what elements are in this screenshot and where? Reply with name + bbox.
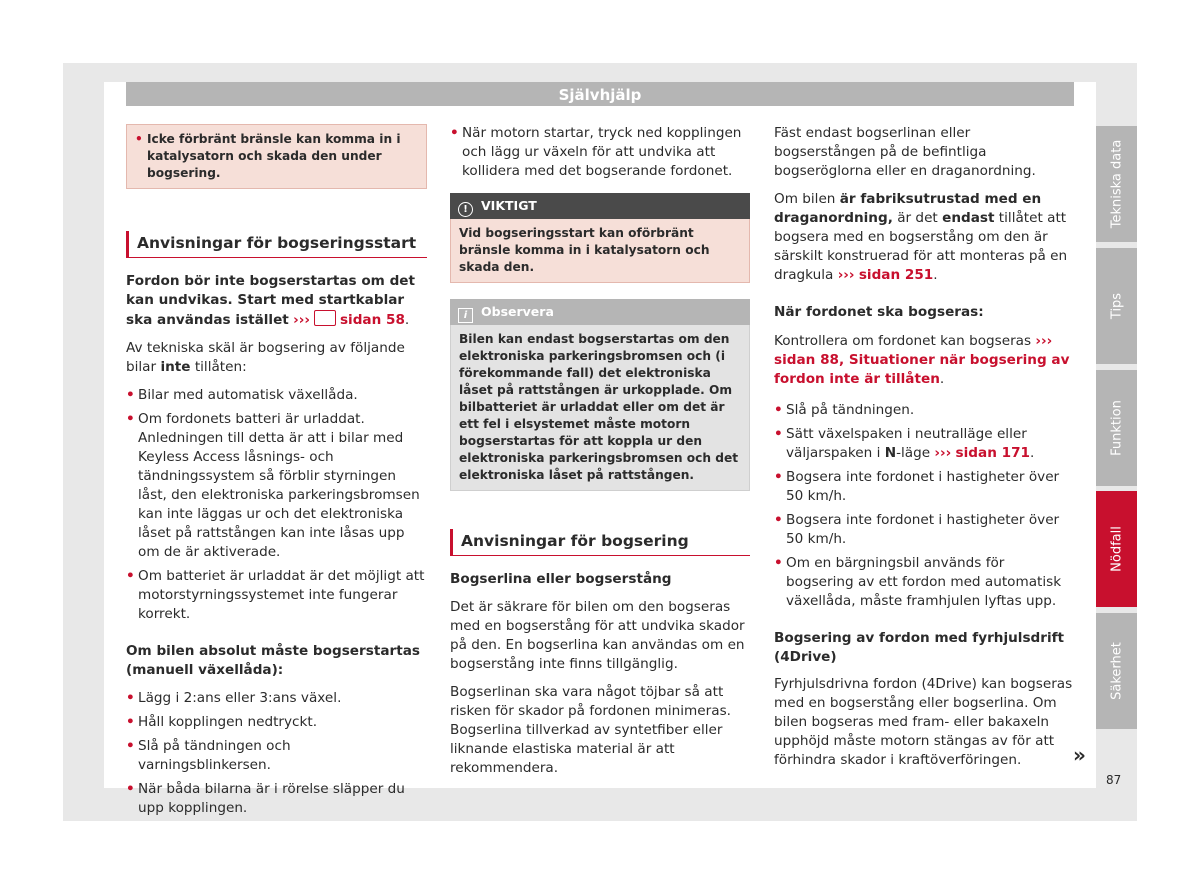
section-title-tow-start: Anvisningar för bogseringsstart [126,231,427,258]
list-item-text: -läge [896,445,935,461]
intro-paragraph: Fordon bör inte bogserstartas om det kan undvikas. Start med startkablar ska användas istället ››› sidan 58. [126,273,416,328]
ref-link-page-251[interactable]: sidan 251 [858,267,934,283]
check-text: Kontrollera om fordonet kan bogseras [774,333,1036,349]
book-icon [314,310,336,326]
column-left [126,124,427,823]
list-item: • Lägg i 2:ans eller 3:ans växel. [126,689,427,708]
ref-arrow: ››› [1035,333,1053,349]
manual-heading: Om bilen absolut måste bogserstartas (manuell växellåda): [126,643,420,678]
subheading-when-towed: När fordonet ska bogseras: [774,304,984,320]
tow-bar-text-a: Om bilen [774,191,840,207]
tow-paragraph-1: Det är säkrare för bilen om den bogseras med en bogserstång för att undvika skador på den. En bogserlina kan användas om en bogserstång inte finns tillgänglig. [450,599,745,672]
restriction-text-b: tillåten: [190,359,247,375]
tow-bar-paragraph: Om bilen är fabriksutrustad med en draganordning, är det endast tillåtet att bogsera med en bogserstång om den är särskilt konstruerad för att monteras på en dragkula ››› sidan 251. [774,191,1068,283]
tab-label: Säkerhet [1109,642,1124,700]
important-notice [450,193,750,283]
list-item: • Sätt växelspaken i neutralläge eller väljarspaken i N-läge ››› sidan 171. [774,425,1074,463]
list-item: • Om batteriet är urladdat är det möjligt att motorstyrningssystemet inte fungerar korrekt. [126,567,427,624]
column-middle [450,124,750,787]
warning-text: • Icke förbränt bränsle kan komma in i katalysatorn och skada den under bogsering. [135,131,418,182]
tow-bar-text-b: är det [892,210,943,226]
tab-tips[interactable] [1096,248,1137,364]
info-square-icon: i [458,308,473,323]
list-item-text: Slå på tändningen. [786,402,915,418]
observe-body: Bilen kan endast bogserstartas om den elektroniska parkeringsbromsen och (i förekommande fall) det elektroniska låset på rattstången är urkopplade. Om bilbatteriet är urladdat eller om det är ett fel i elsystemet måste motorn bogserstartas för att koppla ur den elektroniska parkeringsbromsen och det elektroniska låset på rattstången. [450,325,750,491]
ref-link-page-88[interactable]: sidan 88, Situationer när bogsering av fordon inte är tillåten [774,352,1070,387]
column-right [774,124,1074,779]
ref-arrow: ››› [837,267,855,283]
subheading-tow-rope: Bogserlina eller bogserstång [450,571,672,587]
tab-label: Tekniska data [1109,139,1124,229]
list-item [774,511,1074,549]
tow-paragraph-2: Bogserlinan ska vara något töjbar så att risken för skador på fordonen minimeras. Bogserlina tillverkad av syntetfiber eller liknande elastiska material är att rekommendera. [450,684,731,776]
observe-header [450,299,750,325]
exclamation-circle-icon: ! [458,202,473,217]
attach-paragraph: Fäst endast bogserlinan eller bogserstången på de befintliga bogseröglorna eller en draganordning. [774,125,1036,179]
tow-bar-bold-1: är fabriksutrustad med en draganordning, [774,191,1042,226]
tab-funktion[interactable] [1096,370,1137,486]
continue-mark: » [1073,743,1086,767]
tab-sakerhet[interactable] [1096,613,1137,729]
important-header [450,193,750,219]
restriction-text-a: Av tekniska skäl är bogsering av följande bilar [126,340,405,375]
section-title-towing: Anvisningar för bogsering [450,529,750,556]
list-item [774,401,1074,420]
ref-link-page-171[interactable]: sidan 171 [955,445,1030,461]
list-item [774,468,1074,506]
list-item-text: Om en bärgningsbil används för bogsering av ett fordon med automatisk växellåda, måste framhjulen lyftas upp. [786,555,1062,609]
list-item-text: Bogsera inte fordonet i hastigheter över 50 km/h. [786,469,1060,504]
important-body: Vid bogseringsstart kan oförbränt bränsle komma in i katalysatorn och skada den. [450,219,750,283]
list-item-bold: N [884,445,897,461]
list-item: • Håll kopplingen nedtryckt. [126,713,427,732]
observe-title: Observera [481,304,554,319]
list-item [774,554,1074,611]
ref-arrow: ››› [293,312,310,328]
list-item: • Slå på tändningen och varningsblinkersen. [126,737,427,775]
tab-label: Tips [1109,292,1124,320]
warning-box [126,124,427,189]
restriction-bold: inte [160,359,191,375]
tab-label: Funktion [1109,400,1124,456]
list-item: • När motorn startar, tryck ned kopplingen och lägg ur växeln för att undvika att kolliderа med det bogserande fordonet. [450,124,750,181]
restriction-paragraph [126,339,427,377]
tab-tekniska-data[interactable] [1096,126,1137,242]
list-item-text: Bogsera inte fordonet i hastigheter över 50 km/h. [786,512,1060,547]
tab-nodfall[interactable] [1096,491,1137,607]
4drive-paragraph: Fyrhjulsdrivna fordon (4Drive) kan bogseras med en bogserstång eller bogserlina. Om bilen bogseras med fram- eller bakaxeln upphöjd måste motorn stängas av för att förhindra skador i kraftöverföringen. [774,676,1073,768]
ref-arrow: ››› [934,445,952,461]
tab-label: Nödfall [1109,526,1124,572]
tow-bar-text-c: tillåtet att bogsera med en bogserstång om den är särskilt konstruerad för att monteras på en dragkula [774,210,1068,283]
list-item: • Om fordonets batteri är urladdat. Anledningen till detta är att i bilar med Keyless Access låsnings- och tändningssystem så förblir styrningen låst, den elektroniska parkeringsbromsen kan inte läggas ur och det elektroniska låset på rattstången kan inte låsas upp om de är aktiverade. [126,410,427,562]
observe-notice [450,299,750,491]
list-item: • När båda bilarna är i rörelse släpper du upp kopplingen. [126,780,427,818]
ref-link-page-58[interactable]: sidan 58 [339,312,405,328]
intro-bold: Fordon bör inte bogserstartas om det kan undvikas. Start med startkablar ska användas istället [126,273,416,328]
tow-bar-bold-2: endast [942,210,995,226]
check-paragraph: Kontrollera om fordonet kan bogseras ››› sidan 88, Situationer när bogsering av fordon inte är tillåten. [774,333,1070,387]
subheading-4drive: Bogsering av fordon med fyrhjulsdrift (4Drive) [774,630,1065,665]
important-title: VIKTIGT [481,198,537,213]
list-item-text: Sätt växelspaken i neutralläge eller väljarspaken i [786,426,1027,461]
list-item: • Bilar med automatisk växellåda. [126,386,427,405]
page-number: 87 [1106,773,1122,787]
page-header: Självhjälp [126,82,1074,106]
